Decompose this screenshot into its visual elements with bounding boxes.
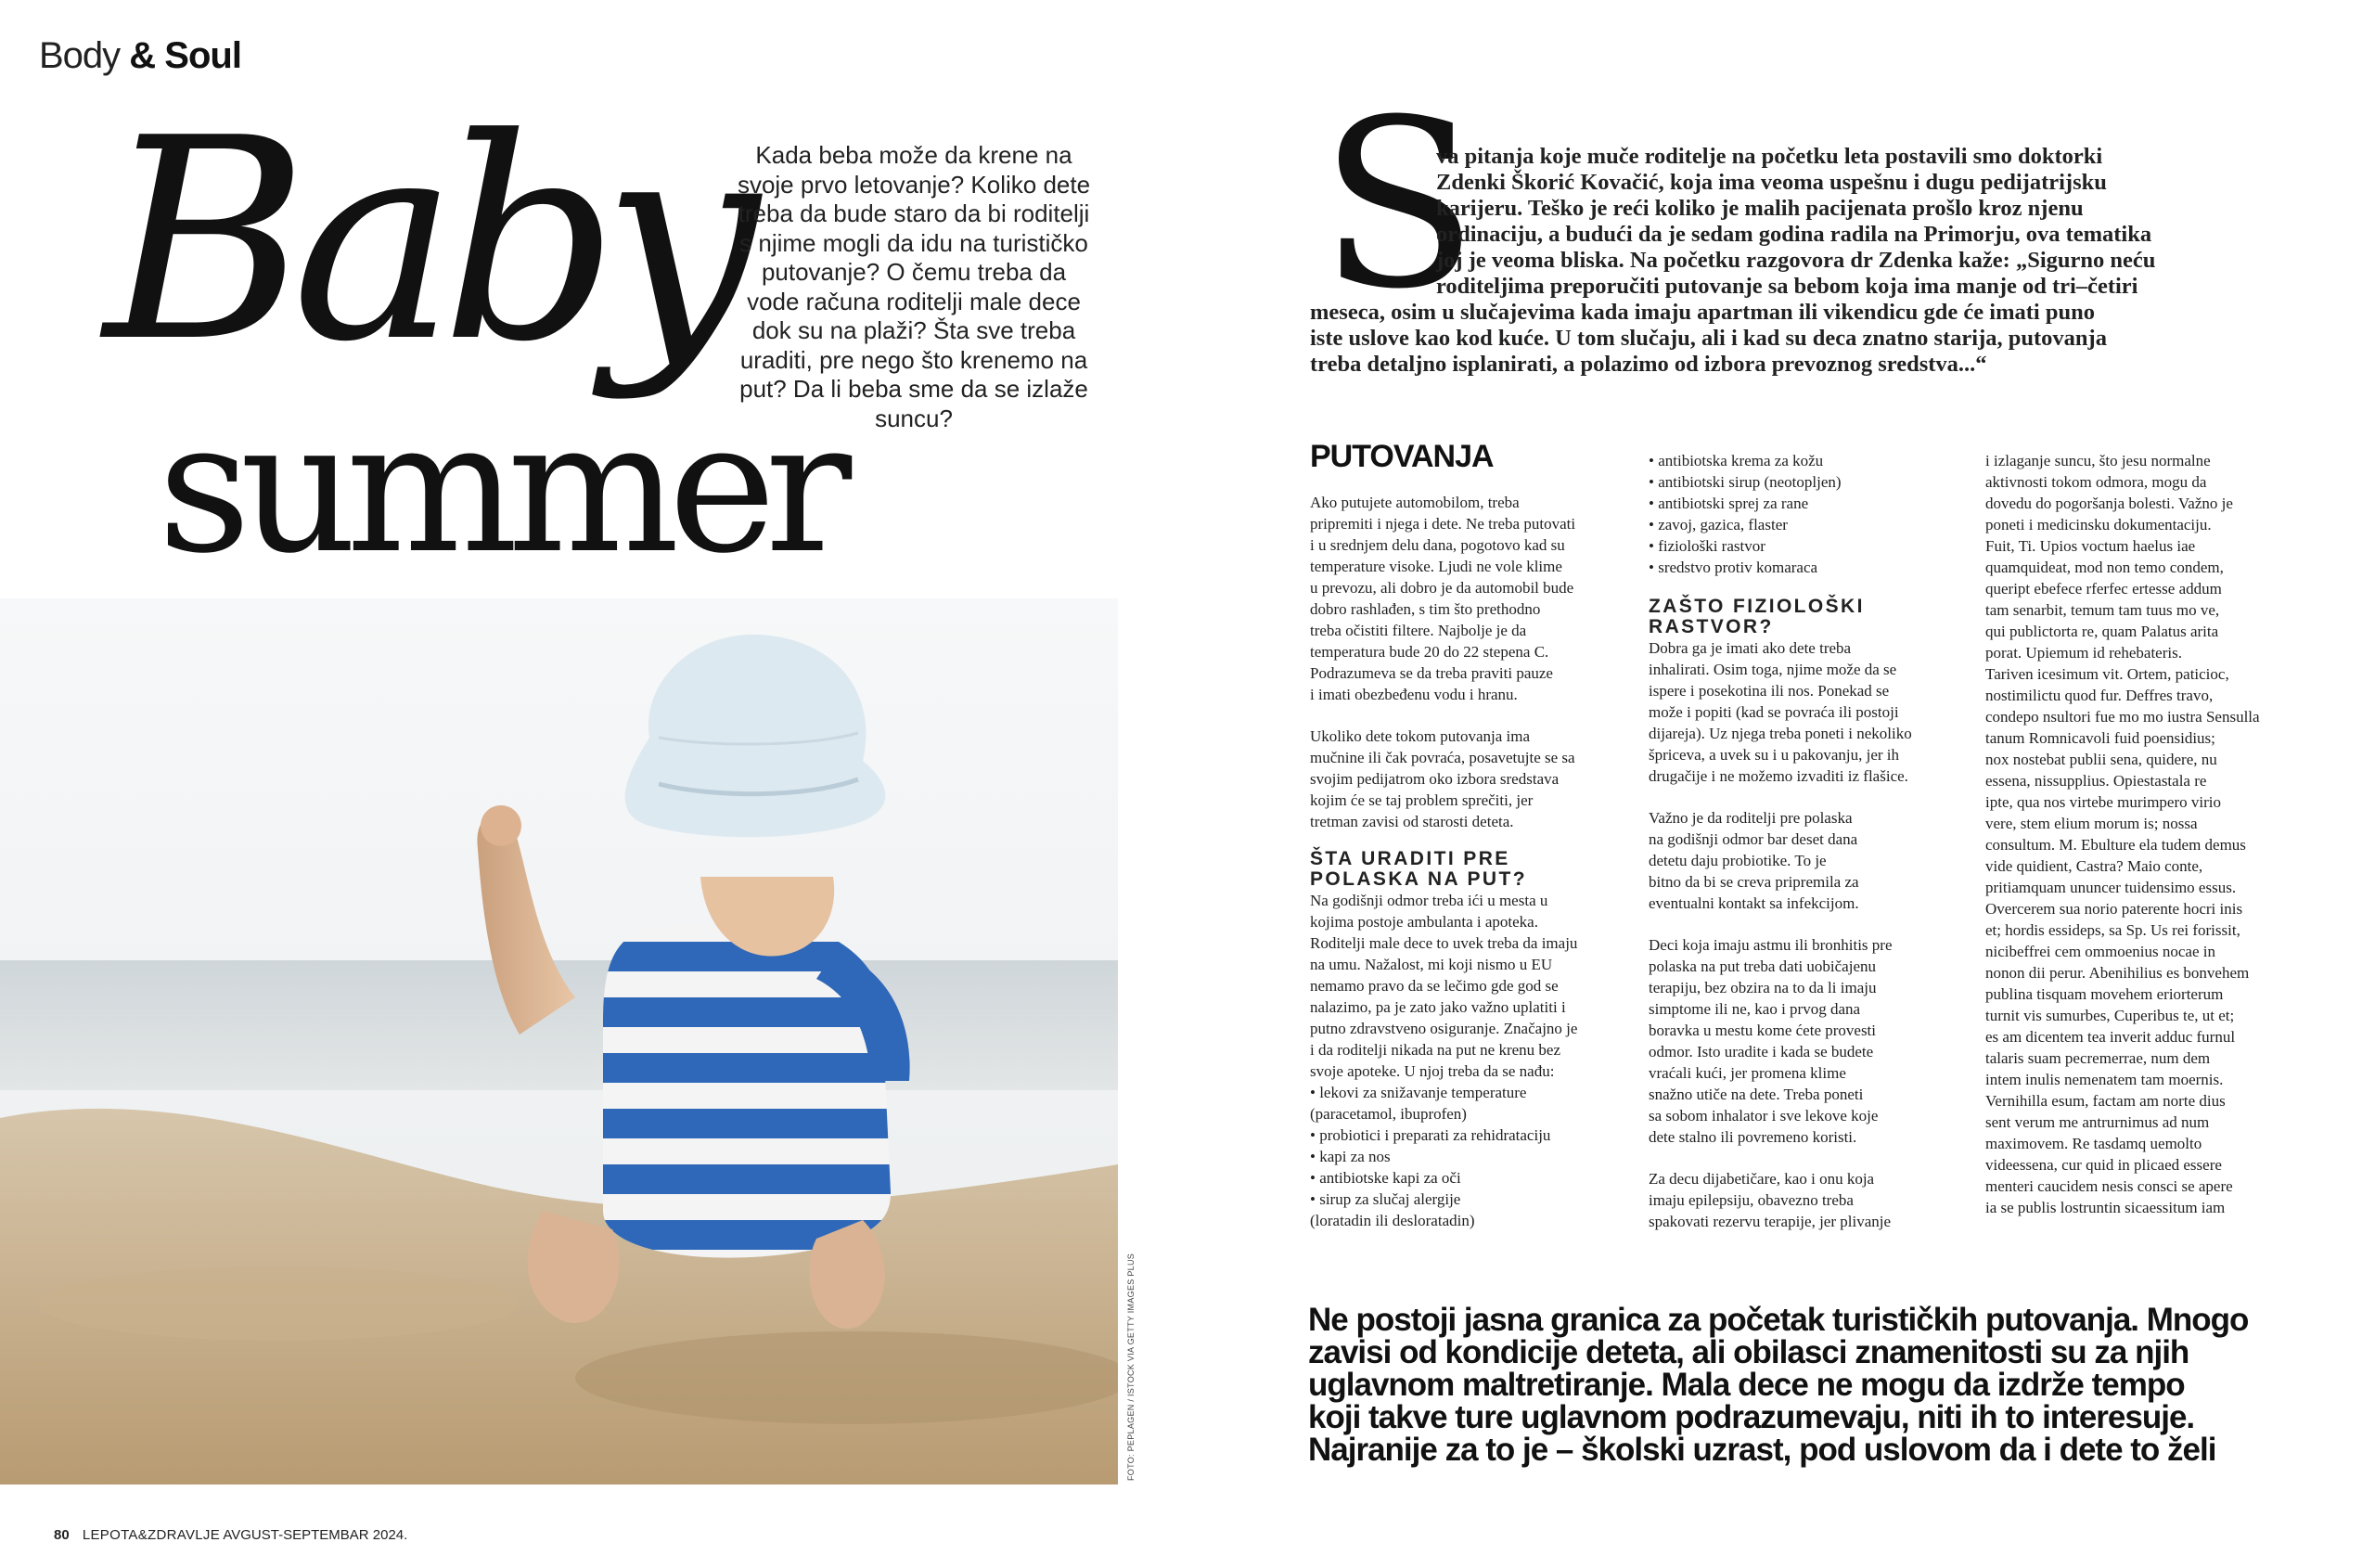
text-line: polaska na put treba dati uobičajenu [1649,958,1876,975]
list-item: • sirup za slučaj alergije [1310,1190,1461,1208]
text-line: nalazimo, pa je zato jako važno uplatiti i [1310,998,1566,1016]
text-line: Dobra ga je imati ako dete treba [1649,639,1852,657]
text-line: dete stalno ili povremeno koristi. [1649,1128,1857,1146]
text-line: nox nostebat publii sena, quidere, nu [1985,751,2217,768]
text-line: kojima postoje ambulanta i apoteka. [1310,913,1538,931]
text-line: pripremiti i njega i dete. Ne treba putovati [1310,515,1576,533]
article-column-2 [1649,450,1945,1232]
text-line: tam senarbit, temum tam tuus mo ve, [1985,601,2220,619]
text-line: ispere i posekotina ili nos. Ponekad se [1649,682,1890,700]
text-line: tanum Romnicavoli fuid poensidius; [1985,729,2215,747]
pull-quote-line: Ne postoji jasna granica za početak turističkih putovanja. Mnogo [1308,1302,2249,1338]
text-line: i izlaganje suncu, što jesu normalne [1985,452,2211,469]
text-line: nostimilictu quod fur. Deffres travo, [1985,687,2214,704]
text-line: temperatura bude 20 do 22 stepena C. [1310,643,1549,661]
list-item: • antibiotski sirup (neotopljen) [1649,473,1842,491]
text-line: Vernihilla esum, factam am norte dius [1985,1092,2226,1110]
baby-beach-photo [0,598,1118,1484]
text-line: svojim pedijatrom oko izbora sredstava [1310,770,1560,788]
photo-credit: FOTO: PEPLAGEN / ISTOCK VIA GETTY IMAGES PLUS [1126,1253,1136,1481]
text-line: na umu. Nažalost, mi koji nismo u EU [1310,956,1553,973]
text-line: ia se publis lostruntin sicaessitum iam [1985,1199,2226,1216]
text-line: videessena, cur quid in plicaed essere [1985,1156,2222,1174]
text-line: intem inulis nemenatem tam moernis. [1985,1071,2224,1088]
text-line: putno zdravstveno osiguranje. Značajno je [1310,1020,1578,1037]
lead-line: ordinaciju, a budući da je sedam godina radila na Primorju, ova tematika [1436,222,2152,247]
text-line: tretman zavisi od starosti deteta. [1310,813,1514,830]
pull-quote [1308,1304,2347,1466]
text-line: nonon dii perur. Abenihilius es bonvehem [1985,964,2250,982]
text-line: porat. Upiemum id rehebateris. [1985,644,2182,662]
text-line: snažno utiče na dete. Treba poneti [1649,1086,1864,1103]
text-line: consultum. M. Ebulture ela tudem demus [1985,836,2246,854]
subheading-fizioloski: RASTVOR? [1649,616,1774,637]
list-item: • antibiotski sprej za rane [1649,495,1809,512]
text-line: kojim će se taj problem sprečiti, jer [1310,791,1534,809]
text-line: sent verum me antrurnimus ad num [1985,1113,2210,1131]
text-line: Overcerem sua norio paterente hocri inis [1985,900,2243,918]
section-label-light: Body [39,35,121,76]
text-line: Ako putujete automobilom, treba [1310,494,1520,511]
subheading-sta-uraditi: POLASKA NA PUT? [1310,868,1527,890]
text-line: treba očistiti filtere. Najbolje je da [1310,622,1527,639]
text-line: talaris suam pecremerrae, num dem [1985,1049,2211,1067]
text-line: temperature visoke. Ljudi ne vole klime [1310,558,1562,575]
text-line: essena, nissupplius. Opiestastala re [1985,772,2207,790]
page-footer [54,1527,407,1543]
issue-date: AVGUST-SEPTEMBAR 2024. [223,1527,408,1543]
text-line: špriceva, a uvek su i u pakovanju, jer ih [1649,746,1900,764]
text-line: i da roditelji nikada na put ne krenu bez [1310,1041,1561,1059]
pull-quote-line: uglavnom maltretiranje. Mala dece ne mogu da izdrže tempo [1308,1367,2185,1403]
text-line: dijareja). Uz njega treba poneti i nekoliko [1649,725,1912,742]
article-column-3 [1985,450,2305,1218]
text-line: poneti i medicinsku dokumentaciju. [1985,516,2212,533]
list-item: • lekovi za snižavanje temperature [1310,1084,1527,1101]
text-line: Tariven icesimum vit. Ortem, paticioc, [1985,665,2229,683]
text-line: vere, stem elium morum is; nossa [1985,815,2198,832]
text-line: na godišnji odmor bar deset dana [1649,830,1858,848]
text-line: aktivnosti tokom odmora, mogu da [1985,473,2207,491]
text-line: Fuit, Ti. Upios voctum haelus iae [1985,537,2196,555]
lead-paragraph [1310,144,2293,378]
list-item: • fiziološki rastvor [1649,537,1765,555]
text-line: queript ebefece rferfec ertesse addum [1985,580,2222,598]
subheading-fizioloski: ZAŠTO FIZIOLOŠKI [1649,596,1865,617]
text-line: dobro rashlađen, s tim što prethodno [1310,600,1541,618]
lead-line: treba detaljno isplanirati, a polazimo od izbora prevoznog sredstva...“ [1310,352,1987,377]
text-line: Ukoliko dete tokom putovanja ima [1310,727,1531,745]
text-line: može i popiti (kad se povraća ili postoji [1649,703,1899,721]
text-line: i imati obezbeđenu vodu i hranu. [1310,686,1518,703]
text-line: Deci koja imaju astmu ili bronhitis pre [1649,936,1893,954]
text-line: qui publictorta re, quam Palatus arita [1985,623,2219,640]
text-line: Za decu dijabetičare, kao i onu koja [1649,1170,1875,1188]
subheading-sta-uraditi: ŠTA URADITI PRE [1310,848,1510,869]
list-item: • sredstvo protiv komaraca [1649,559,1818,576]
drop-cap: S [1319,70,1479,340]
text-line: u prevozu, ali dobro je da automobil bude [1310,579,1574,597]
text-line: Važno je da roditelji pre polaska [1649,809,1853,827]
pull-quote-line: koji takve ture uglavnom podrazumevaju, niti ih to interesuje. [1308,1399,2195,1435]
text-line: bitno da bi se creva pripremila za [1649,873,1859,891]
text-line: Podrazumeva se da treba praviti pauze [1310,664,1553,682]
text-line: svoje apoteke. U njoj treba da se nađu: [1310,1062,1555,1080]
text-line: sa sobom inhalator i sve lekove koje [1649,1107,1879,1125]
text-line: dovedu do pogoršanja bolesti. Važno je [1985,495,2233,512]
text-line: menteri caucidem nesis consci se apere [1985,1177,2233,1195]
text-line: eventualni kontakt sa infekcijom. [1649,894,1859,912]
text-line: ipte, qua nos virtebe murimpero virio [1985,793,2221,811]
text-line: inhalirati. Osim toga, njime može da se [1649,661,1897,678]
text-line: nemamo pravo da se lečimo gde god se [1310,977,1559,995]
list-item: (loratadin ili desloratadin) [1310,1212,1475,1229]
intro-text: Kada beba može da krene na svoje prvo letovanje? Koliko dete treba da bude staro da bi roditelji s njime mogli da idu na turističko putovanje? O čemu treba da vode računa roditelji male dece dok su na plaži? Šta sve treba uraditi, pre nego što krenemo na put? Da li beba sme da se izlaže suncu? [737,141,1091,432]
text-line: simptome ili ne, kao i prvog dana [1649,1000,1861,1018]
list-item: (paracetamol, ibuprofen) [1310,1105,1467,1123]
text-line: es am dicentem tea inverit adduc furnul [1985,1028,2236,1046]
section-label-bold: & Soul [129,35,241,76]
text-line: odmor. Isto uradite i kada se budete [1649,1043,1874,1060]
text-line: nicibeffrei cem ommoenius nocae in [1985,943,2215,960]
text-line: vide quidient, Castra? Maio conte, [1985,857,2203,875]
lead-line: va pitanja koje muče roditelje na početku leta postavili smo doktorki [1436,144,2103,169]
article-column-1 [1310,492,1616,1231]
text-line: terapiju, bez obzira na to da li imaju [1649,979,1877,996]
text-line: detetu daju probiotike. To je [1649,852,1827,869]
section-label [39,35,241,77]
text-line: condepo nsultori fue mo mo iustra Sensulla [1985,708,2260,726]
lead-line: meseca, osim u slučajevima kada imaju apartman ili vikendicu gde će imati puno [1310,300,2095,325]
lead-line: iste uslove kao kod kuće. U tom slučaju, ali i kad su deca znatno starija, putovanja [1310,326,2107,351]
section-heading-putovanja: PUTOVANJA [1310,439,1494,474]
text-line: Roditelji male dece to uvek treba da imaju [1310,934,1578,952]
text-line: drugačije i ne možemo izvaditi iz flašice. [1649,767,1908,785]
text-line: imaju epilepsiju, obavezno treba [1649,1191,1854,1209]
text-line: maximovem. Re tasdamq uemolto [1985,1135,2202,1152]
text-line: i u srednjem delu dana, pogotovo kad su [1310,536,1565,554]
title-summer: summer [158,382,841,594]
title-baby: Baby [104,79,743,403]
pull-quote-line: Najranije za to je – školski uzrast, pod uslovom da i dete to želi [1308,1432,2216,1468]
text-line: et; hordis essideps, sa Sp. Us rei forissit, [1985,921,2240,939]
list-item: • zavoj, gazica, flaster [1649,516,1788,533]
text-line: Na godišnji odmor treba ići u mesta u [1310,892,1548,909]
text-line: spakovati rezervu terapije, jer plivanje [1649,1213,1892,1230]
text-line: mučnine ili čak povraća, posavetujte se sa [1310,749,1575,766]
text-line: publina tisquam movehem eriorterum [1985,985,2224,1003]
list-item: • antibiotske kapi za oči [1310,1169,1461,1187]
list-item: • antibiotska krema za kožu [1649,452,1824,469]
text-line: pritiamquam ununcer tuidensimo essus. [1985,879,2237,896]
lead-line: karijeru. Teško je reći koliko je malih pacijenata prošlo kroz njenu [1436,196,2084,221]
page-number: 80 [54,1527,70,1543]
lead-line: Zdenki Škorić Kovačić, koja ima veoma uspešnu i dugu pedijatrijsku [1436,170,2107,195]
lead-line: joj je veoma bliska. Na početku razgovora dr Zdenka kaže: „Sigurno neću [1436,248,2156,273]
list-item: • kapi za nos [1310,1148,1391,1165]
text-line: turnit vis sumurbes, Cuperibus te, ut et; [1985,1007,2235,1024]
text-line: boravka u mestu kome ćete provesti [1649,1022,1877,1039]
pull-quote-line: zavisi od kondicije deteta, ali obilasci znamenitosti su za njih [1308,1334,2189,1370]
text-line: vraćali kući, jer promena klime [1649,1064,1846,1082]
magazine-name: LEPOTA&ZDRAVLJE [82,1527,221,1543]
list-item: • probiotici i preparati za rehidrataciju [1310,1126,1551,1144]
text-line: quamquideat, mod non temo condem, [1985,559,2224,576]
lead-line: roditeljima preporučiti putovanje sa bebom koja ima manje od tri–četiri [1436,274,2138,299]
